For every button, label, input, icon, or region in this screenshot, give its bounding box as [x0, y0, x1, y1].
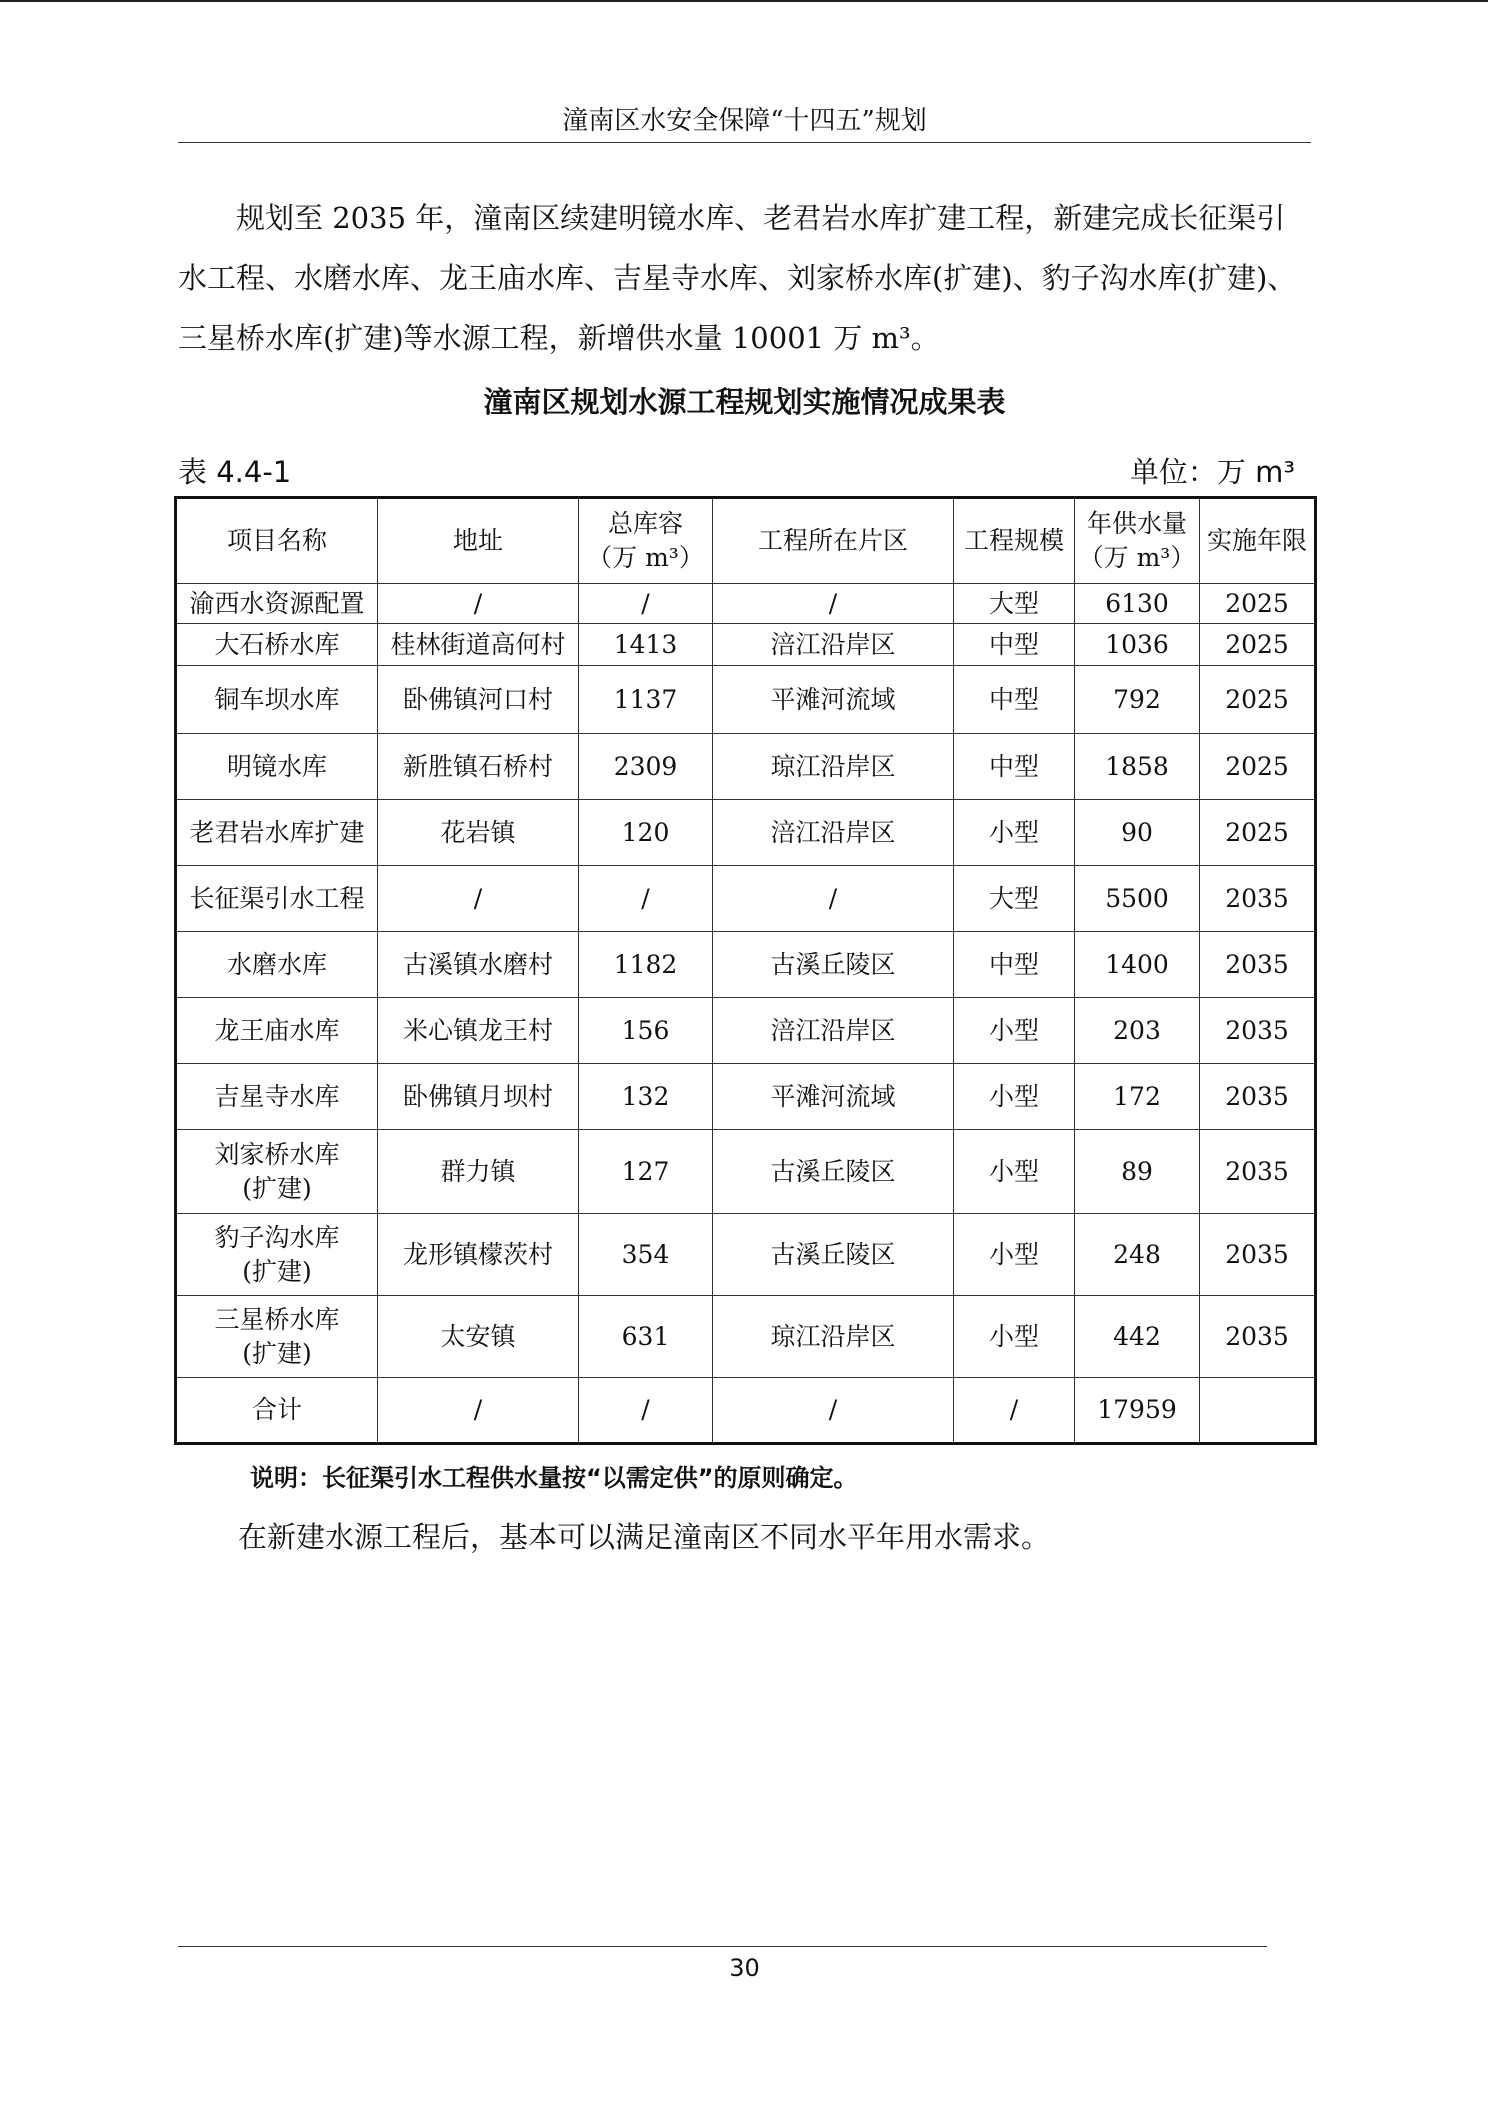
cell-scale: 中型: [954, 932, 1075, 998]
cell-name-line: 龙王庙水库: [214, 1015, 340, 1045]
cell-capacity: 156: [579, 998, 713, 1064]
cell-capacity: 1182: [579, 932, 713, 998]
cell-scale: 小型: [954, 800, 1075, 866]
cell-supply: 89: [1075, 1130, 1200, 1214]
cell-scale: 中型: [954, 734, 1075, 800]
table-row: [176, 932, 1316, 998]
table-row: [176, 866, 1316, 932]
cell-scale: 小型: [954, 1064, 1075, 1130]
cell-name: [176, 1130, 378, 1214]
cell-address: /: [378, 584, 579, 624]
cell-scale: 中型: [954, 666, 1075, 734]
cell-name-line: 吉星寺水库: [214, 1081, 340, 1111]
cell-name: [176, 866, 378, 932]
cell-area: /: [713, 866, 954, 932]
cell-address: 龙形镇檬茨村: [378, 1214, 579, 1296]
page-top-border: [0, 0, 1488, 2]
cell-supply: 203: [1075, 998, 1200, 1064]
table-label: 表 4.4-1: [178, 455, 292, 489]
cell-year: 2025: [1200, 584, 1316, 624]
water-source-table: [174, 496, 1317, 1445]
table-row: [176, 800, 1316, 866]
cell-year: 2035: [1200, 1296, 1316, 1378]
cell-capacity: 132: [579, 1064, 713, 1130]
table-row: [176, 666, 1316, 734]
header-capacity-line: （万 m³）: [587, 543, 704, 572]
cell-supply: 6130: [1075, 584, 1200, 624]
cell-supply: 792: [1075, 666, 1200, 734]
cell-name-line: 长征渠引水工程: [189, 883, 365, 913]
running-header: 潼南区水安全保障“十四五”规划: [562, 106, 927, 136]
cell-capacity: 354: [579, 1214, 713, 1296]
cell-scale: 中型: [954, 624, 1075, 666]
cell-name: [176, 624, 378, 666]
header-rule: [178, 142, 1311, 143]
cell-name: [176, 1064, 378, 1130]
header-address: 地址: [378, 498, 579, 584]
cell-name: [176, 800, 378, 866]
cell-supply: 442: [1075, 1296, 1200, 1378]
cell-area: 涪江沿岸区: [713, 624, 954, 666]
cell-area: 古溪丘陵区: [713, 1214, 954, 1296]
cell-capacity: 127: [579, 1130, 713, 1214]
cell-supply: 90: [1075, 800, 1200, 866]
cell-scale: 小型: [954, 998, 1075, 1064]
cell-area: 琼江沿岸区: [713, 1296, 954, 1378]
cell-year: 2035: [1200, 1064, 1316, 1130]
cell-name-line: 大石桥水库: [214, 629, 340, 659]
header-capacity-line: 总库容: [607, 509, 683, 538]
cell-supply: 1036: [1075, 624, 1200, 666]
header-capacity: [579, 498, 713, 584]
cell-name-line: 明镜水库: [226, 751, 327, 781]
cell-year: 2035: [1200, 1130, 1316, 1214]
cell-supply: 17959: [1075, 1378, 1200, 1444]
cell-address: 群力镇: [378, 1130, 579, 1214]
cell-supply: 1400: [1075, 932, 1200, 998]
cell-address: 新胜镇石桥村: [378, 734, 579, 800]
header-scale: 工程规模: [954, 498, 1075, 584]
cell-address: 古溪镇水磨村: [378, 932, 579, 998]
cell-supply: 5500: [1075, 866, 1200, 932]
table-row: [176, 1378, 1316, 1444]
table-row: [176, 734, 1316, 800]
cell-scale: 大型: [954, 866, 1075, 932]
cell-name: [176, 998, 378, 1064]
cell-name: [176, 1296, 378, 1378]
table-row: [176, 998, 1316, 1064]
cell-year: 2035: [1200, 932, 1316, 998]
cell-area: /: [713, 584, 954, 624]
cell-year: 2025: [1200, 734, 1316, 800]
cell-address: /: [378, 1378, 579, 1444]
cell-name: [176, 584, 378, 624]
table-row: [176, 624, 1316, 666]
cell-year: 2025: [1200, 800, 1316, 866]
cell-capacity: 1137: [579, 666, 713, 734]
cell-name-line: 水磨水库: [226, 949, 327, 979]
table-row: [176, 1130, 1316, 1214]
cell-area: 古溪丘陵区: [713, 1130, 954, 1214]
cell-name-line: 渝西水资源配置: [189, 588, 365, 618]
page-number: 30: [729, 1954, 760, 1982]
table-row: [176, 1296, 1316, 1378]
cell-year: [1200, 1378, 1316, 1444]
cell-name-line: (扩建): [242, 1173, 312, 1203]
table-title: 潼南区规划水源工程规划实施情况成果表: [483, 385, 1006, 419]
paragraph-line: 三星桥水库(扩建)等水源工程，新增供水量 10001 万 m³。: [178, 321, 940, 355]
cell-capacity: 631: [579, 1296, 713, 1378]
cell-scale: 小型: [954, 1214, 1075, 1296]
cell-name-line: 刘家桥水库: [214, 1139, 340, 1169]
cell-capacity: /: [579, 866, 713, 932]
cell-year: 2035: [1200, 998, 1316, 1064]
cell-capacity: /: [579, 584, 713, 624]
cell-name: [176, 734, 378, 800]
header-name: 项目名称: [176, 498, 378, 584]
cell-address: 花岩镇: [378, 800, 579, 866]
cell-year: 2035: [1200, 866, 1316, 932]
table-header-row: [176, 498, 1316, 584]
cell-address: 米心镇龙王村: [378, 998, 579, 1064]
cell-area: 平滩河流域: [713, 666, 954, 734]
cell-capacity: 120: [579, 800, 713, 866]
cell-area: 琼江沿岸区: [713, 734, 954, 800]
cell-name: [176, 666, 378, 734]
cell-scale: 大型: [954, 584, 1075, 624]
cell-supply: 248: [1075, 1214, 1200, 1296]
cell-supply: 1858: [1075, 734, 1200, 800]
table-row: [176, 1064, 1316, 1130]
cell-address: 卧佛镇河口村: [378, 666, 579, 734]
cell-address: 太安镇: [378, 1296, 579, 1378]
cell-address: 卧佛镇月坝村: [378, 1064, 579, 1130]
cell-name-line: 豹子沟水库: [214, 1222, 340, 1252]
body-paragraph: [178, 188, 1311, 368]
cell-name: [176, 1378, 378, 1444]
header-area: 工程所在片区: [713, 498, 954, 584]
cell-supply: 172: [1075, 1064, 1200, 1130]
cell-name: [176, 932, 378, 998]
table-note: 说明：长征渠引水工程供水量按“以需定供”的原则确定。: [250, 1464, 858, 1492]
cell-scale: 小型: [954, 1296, 1075, 1378]
cell-year: 2025: [1200, 624, 1316, 666]
cell-area: 涪江沿岸区: [713, 800, 954, 866]
cell-year: 2025: [1200, 666, 1316, 734]
cell-capacity: 1413: [579, 624, 713, 666]
footer-rule: [178, 1946, 1267, 1947]
table-row: [176, 584, 1316, 624]
header-supply: [1075, 498, 1200, 584]
table-body: [176, 584, 1316, 1444]
cell-name-line: 铜车坝水库: [214, 684, 340, 714]
cell-area: 平滩河流域: [713, 1064, 954, 1130]
cell-name-line: 三星桥水库: [214, 1304, 340, 1334]
cell-name-line: 老君岩水库扩建: [189, 817, 365, 847]
table-row: [176, 1214, 1316, 1296]
conclusion-paragraph: 在新建水源工程后，基本可以满足潼南区不同水平年用水需求。: [238, 1520, 1051, 1554]
cell-capacity: 2309: [579, 734, 713, 800]
cell-area: 古溪丘陵区: [713, 932, 954, 998]
cell-name-line: 合计: [251, 1395, 302, 1424]
cell-address: 桂林街道高何村: [378, 624, 579, 666]
cell-name: [176, 1214, 378, 1296]
header-supply-line: （万 m³）: [1078, 543, 1196, 572]
cell-area: 涪江沿岸区: [713, 998, 954, 1064]
paragraph-line: 规划至 2035 年，潼南区续建明镜水库、老君岩水库扩建工程，新建完成长征渠引: [178, 201, 1286, 235]
cell-year: 2035: [1200, 1214, 1316, 1296]
cell-address: /: [378, 866, 579, 932]
cell-scale: 小型: [954, 1130, 1075, 1214]
cell-scale: /: [954, 1378, 1075, 1444]
cell-capacity: /: [579, 1378, 713, 1444]
table-unit: 单位：万 m³: [1129, 455, 1295, 489]
cell-name-line: (扩建): [242, 1256, 312, 1286]
paragraph-line: 水工程、水磨水库、龙王庙水库、吉星寺水库、刘家桥水库(扩建)、豹子沟水库(扩建)、: [178, 261, 1297, 295]
header-year: 实施年限: [1200, 498, 1316, 584]
header-supply-line: 年供水量: [1086, 509, 1187, 538]
cell-area: /: [713, 1378, 954, 1444]
cell-name-line: (扩建): [242, 1338, 312, 1368]
